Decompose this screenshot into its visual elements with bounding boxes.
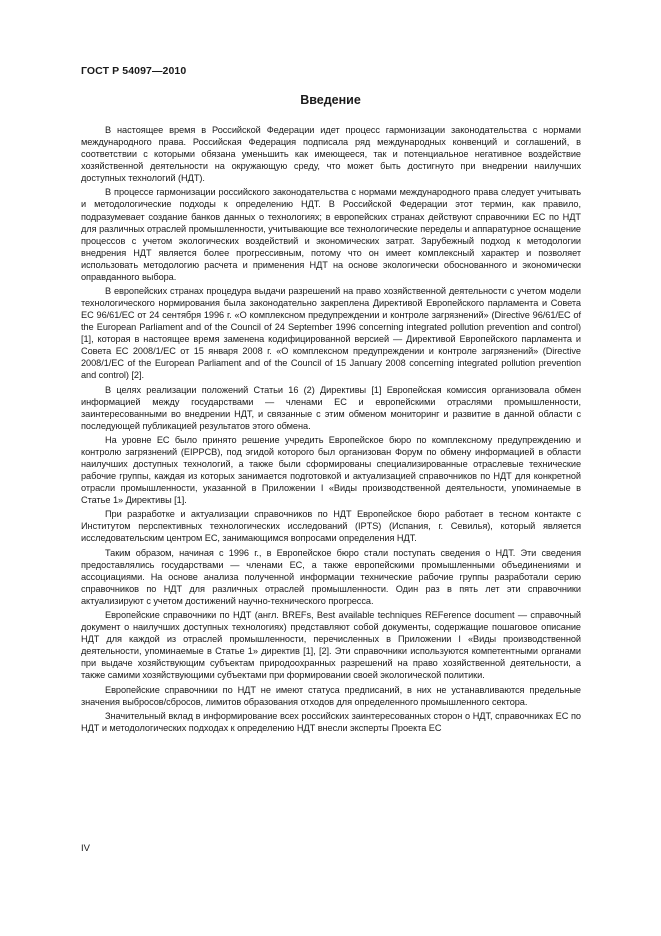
- section-title: Введение: [300, 93, 361, 107]
- body-text: [81, 124, 581, 736]
- paragraph: На уровне ЕС было принято решение учредить Европейское бюро по комплексному предупреждению и контролю загрязнений (EIPPCB), под эгидой которого был организован Форум по обмену информацией в области наилучших доступных технологий, а также были сформированы специализированные отраслевые технические рабочие группы, каждая из которых занимается подготовкой и актуализацией справочников по НДТ для конкретной отрасли промышленности, указанной в Приложении I «Виды производственной деятельности, упоминаемые в Статье 1» Директивы [1].: [81, 434, 581, 506]
- paragraph: В европейских странах процедура выдачи разрешений на право хозяйственной деятельности с учетом модели технологического нормирования была законодательно закреплена Директивой Европейского парламента и Совета ЕС 96/61/ЕС от 24 сентября 1996 г. «О комплексном предупреждении и контроле загрязнений» (Directive 96/61/EC of the European Parliament and of the Council of 24 September 1996 concerning integrated pollution prevention and control) [1], которая в настоящее время заменена кодифицированной версией — Директивой Европейского парламента и Совета ЕС 2008/1/ЕС от 15 января 2008 г. «О комплексном предупреждении и контроле загрязнений» (Directive 2008/1/EC of the European Parliament and of the Council of 15 January 2008 concerning integrated pollution prevention and control) [2].: [81, 285, 581, 381]
- page-number: IV: [81, 843, 90, 854]
- paragraph: Таким образом, начиная с 1996 г., в Европейское бюро стали поступать сведения о НДТ. Эти сведения предоставлялись государствами — членами ЕС, а также европейскими промышленными объединениями и ассоциациями. На основе анализа полученной информации технические рабочие группы разработали серию справочников по НДТ для различных отраслей промышленности. Один раз в пять лет эти справочники актуализируют с учетом достижений научно-технического прогресса.: [81, 547, 581, 606]
- paragraph: В процессе гармонизации российского законодательства с нормами международного права следует учитывать и методологические подходы к определению НДТ. В Российской Федерации этот термин, как правило, подразумевает создание банков данных о технологиях; в европейских странах действуют справочники ЕС по НДТ для различных отраслей промышленности, учитывающие все технологические переделы и аппаратурное оснащение процессов с учетом экологических воздействий и экономических затрат. Зарубежный подход к методологии внедрения НДТ является более прогрессивным, потому что он имеет комплексный характер и позволяет использовать методологию расчета и применения НДТ на основе экологически обоснованного и экономически оправданного выбора.: [81, 187, 581, 282]
- paragraph: Европейские справочники по НДТ не имеют статуса предписаний, в них не устанавливаются предельные значения выбросов/сбросов, лимитов образования отходов для определенного промышленного сектора.: [81, 684, 581, 707]
- paragraph: При разработке и актуализации справочников по НДТ Европейское бюро работает в тесном контакте с Институтом перспективных технологических исследований (IPTS) (Испания, г. Севилья), который является исследовательским центром ЕС, занимающимся вопросами определения НДТ.: [81, 509, 581, 544]
- paragraph: В целях реализации положений Статьи 16 (2) Директивы [1] Европейская комиссия организовала обмен информацией между государствами — членами ЕС и европейскими отраслями промышленности, заинтересованными во внедрении НДТ, и связанные с этим обменом мониторинг и развитие в данной области с последующей публикацией результатов этого обмена.: [81, 384, 581, 431]
- paragraph: Значительный вклад в информирование всех российских заинтересованных сторон о НДТ, справочниках ЕС по НДТ и методологических подходах к определению НДТ внесли эксперты Проекта ЕС: [81, 710, 581, 733]
- paragraph: Европейские справочники по НДТ (англ. BREFs, Best available techniques REFerence document — справочный документ о наилучших доступных технологиях) представляют собой документы, содержащие пошаговое описание НДТ для каждой из отраслей промышленности, перечисленных в Приложении I «Виды производственной деятельности, упоминаемые в Статье 1» директив [1], [2]. Эти справочники используются компетентными органами при выдаче хозяйствующим субъектам природоохранных разрешений на право хозяйственной деятельности, а также самими хозяйствующими субъектами при формировании своей экологической политики.: [81, 610, 581, 681]
- document-code-header: ГОСТ Р 54097—2010: [81, 65, 187, 77]
- paragraph: В настоящее время в Российской Федерации идет процесс гармонизации законодательства с нормами международного права. Российская Федерация подписала ряд международных конвенций и соглашений, в соответствии с которыми обязана уменьшить как имеющееся, так и потенциальное негативное воздействие хозяйственной деятельности на окружающую среду, что может быть достигнуто при внедрении наилучших доступных технологий (НДТ).: [81, 125, 581, 184]
